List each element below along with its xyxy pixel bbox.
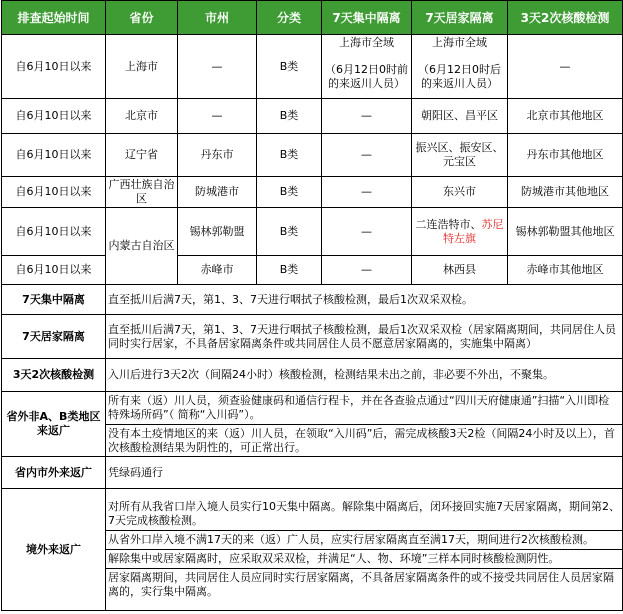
nucleic-test-cell: 丹东市其他地区 [508,134,623,177]
nucleic-test-cell: — [508,35,623,99]
home-quarantine-cell: 朝阳区、昌平区 [412,99,508,134]
policy-label: 7天居家隔离 [2,315,106,359]
category: B类 [257,35,322,99]
header-home-quarantine: 7天居家隔离 [412,1,508,35]
nucleic-test-cell: 赤峰市其他地区 [508,256,623,285]
city: 防城港市 [178,177,257,208]
start-date: 自6月10日以来 [2,35,106,99]
start-date: 自6月10日以来 [2,208,106,256]
policy-paragraph: 对所有从我省口岸入境人员实行10天集中隔离。解除集中隔离后，闭环接回实施7天居家隔离，期间第2、7天完成核酸检测。 [108,500,620,527]
central-quarantine-cell [322,35,412,99]
table-row [2,35,623,99]
table-row [2,208,623,256]
central-quarantine-cell: — [322,208,412,256]
start-date: 自6月10日以来 [2,134,106,177]
header-row [2,1,623,35]
category: B类 [257,256,322,285]
table-row [2,134,623,177]
policy-row-overseas [2,489,623,611]
policy-text: 入川后进行3天2次（间隔24小时）核酸检测，检测结果未出之前，非必要不外出，不聚集。 [106,359,623,392]
policy-paragraph: 没有本土疫情地区的来（返）川人员，在领取“入川码”后，需完成核酸3天2检（间隔24小时及以上），首次核酸检测结果为阴性的，可正常出行。 [108,426,615,454]
home-area-highlight: 苏尼特左旗 [443,217,504,245]
policy-paragraph: 解除集中或居家隔离时，应采取双采双检，并满足“人、物、环境”三样本同时核酸检测阴性。 [108,552,560,565]
home-quarantine-cell: 振兴区、振安区、元宝区 [412,134,508,177]
central-quarantine-cell: — [322,256,412,285]
policy-text: 凭绿码通行 [106,457,623,489]
central-quarantine-cell: — [322,177,412,208]
start-date: 自6月10日以来 [2,99,106,134]
province: 北京市 [106,99,178,134]
central-note: （6月12日0时前的来返川人员） [325,63,408,90]
city: 丹东市 [178,134,257,177]
province: 内蒙古自治区 [106,208,178,285]
province: 辽宁省 [106,134,178,177]
home-area: 二连浩特市、 [415,217,482,231]
city: 锡林郭勒盟 [178,208,257,256]
policy-paragraph: 从省外口岸入境不满17天的来（返）广人员，应实行居家隔离直至满17天，期间进行2次核酸检测。 [108,533,594,546]
header-province: 省份 [106,1,178,35]
home-note: （6月12日0时后的来返川人员） [418,63,501,90]
nucleic-test-cell: 防城港市其他地区 [508,177,623,208]
city: — [178,35,257,99]
policy-text [106,392,623,457]
policy-label: 3天2次核酸检测 [2,359,106,392]
policy-row-home [2,315,623,359]
table-row [2,177,623,208]
start-date: 自6月10日以来 [2,177,106,208]
start-date: 自6月10日以来 [2,256,106,285]
policy-table [1,0,623,611]
city: 赤峰市 [178,256,257,285]
policy-label: 境外来返广 [2,489,106,611]
category: B类 [257,208,322,256]
policy-row-inside [2,457,623,489]
province: 上海市 [106,35,178,99]
home-area: 上海市全域 [432,36,487,49]
policy-row-test [2,359,623,392]
city: — [178,99,257,134]
header-central-quarantine: 7天集中隔离 [322,1,412,35]
policy-text: 直至抵川后满7天，第1、3、7天进行咽拭子核酸检测，最后1次双采双检。 [106,285,623,315]
header-nucleic-test: 3天2次核酸检测 [508,1,623,35]
table-row [2,99,623,134]
policy-paragraph: 所有来（返）川人员，须查验健康码和通信行程卡，并在各查验点通过“四川天府健康通”扫描“入川即检特殊场所码”（ 简称“入川码”）。 [108,393,610,421]
nucleic-test-cell: 北京市其他地区 [508,99,623,134]
policy-label: 7天集中隔离 [2,285,106,315]
header-category: 分类 [257,1,322,35]
home-quarantine-cell [412,208,508,256]
home-quarantine-cell: 东兴市 [412,177,508,208]
province: 广西壮族自治区 [106,177,178,208]
central-quarantine-cell: — [322,99,412,134]
category: B类 [257,134,322,177]
policy-row-outside [2,392,623,457]
home-quarantine-cell: 林西县 [412,256,508,285]
policy-label: 省内市外来返广 [2,457,106,489]
policy-text: 直至抵川后满7天，第1、3、7天进行咽拭子核酸检测，最后1次双采双检（居家隔离期间，共同居住人员同时实行居家，不具备居家隔离条件或共同居住人员不愿意居家隔离的，实施集中隔离） [106,315,623,359]
table-row [2,256,623,285]
central-area: 上海市全域 [339,36,394,49]
policy-paragraph: 居家隔离期间，共同居住人员应同时实行居家隔离，不具备居家隔离条件的或不接受共同居住人员居家隔离的，实行集中隔离。 [108,571,614,598]
category: B类 [257,177,322,208]
nucleic-test-cell: 锡林郭勒盟其他地区 [508,208,623,256]
header-start-time: 排查起始时间 [2,1,106,35]
policy-text [106,489,623,611]
policy-row-central [2,285,623,315]
home-quarantine-cell [412,35,508,99]
header-city: 市州 [178,1,257,35]
policy-label: 省外非A、B类地区来返广 [2,392,106,457]
central-quarantine-cell: — [322,134,412,177]
category: B类 [257,99,322,134]
